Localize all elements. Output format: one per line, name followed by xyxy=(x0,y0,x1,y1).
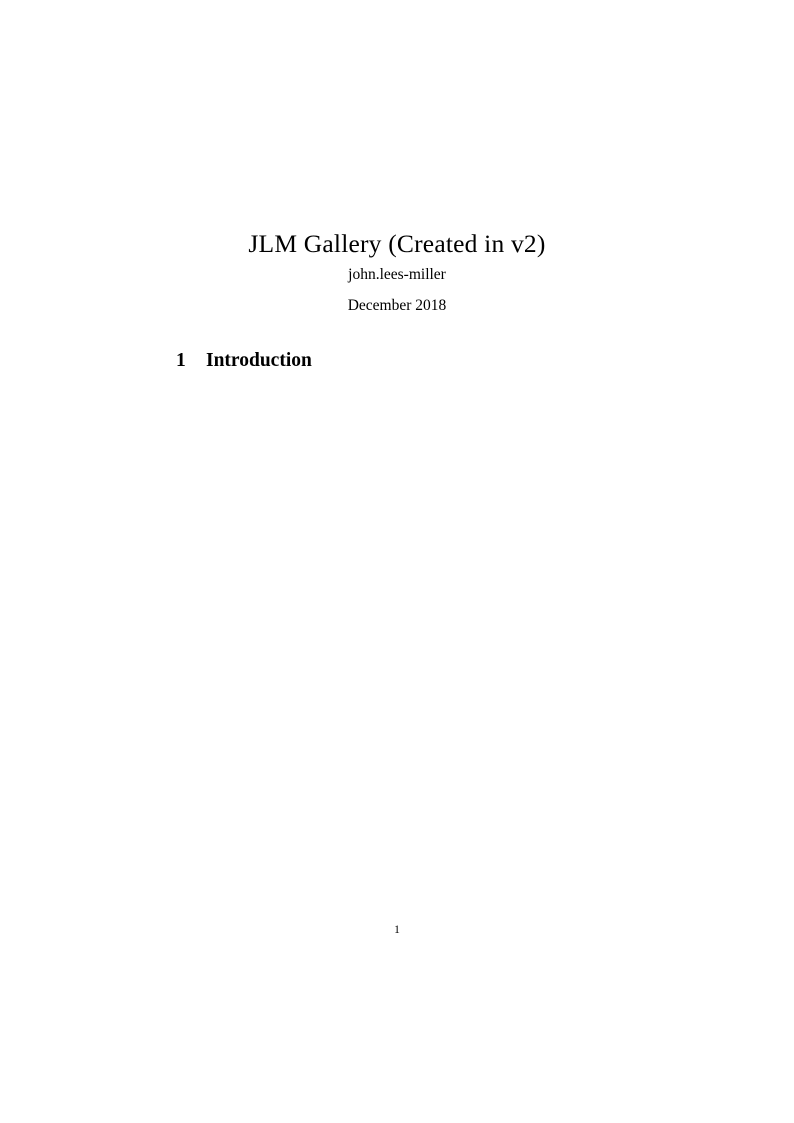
document-date: December 2018 xyxy=(347,297,447,314)
document-title: JLM Gallery (Created in v2) xyxy=(248,229,546,259)
section-number: 1 xyxy=(176,350,186,371)
section-heading-introduction xyxy=(176,350,312,372)
section-title: Introduction xyxy=(206,350,312,371)
page-number: 1 xyxy=(394,924,400,936)
document-author: john.lees-miller xyxy=(348,266,446,283)
